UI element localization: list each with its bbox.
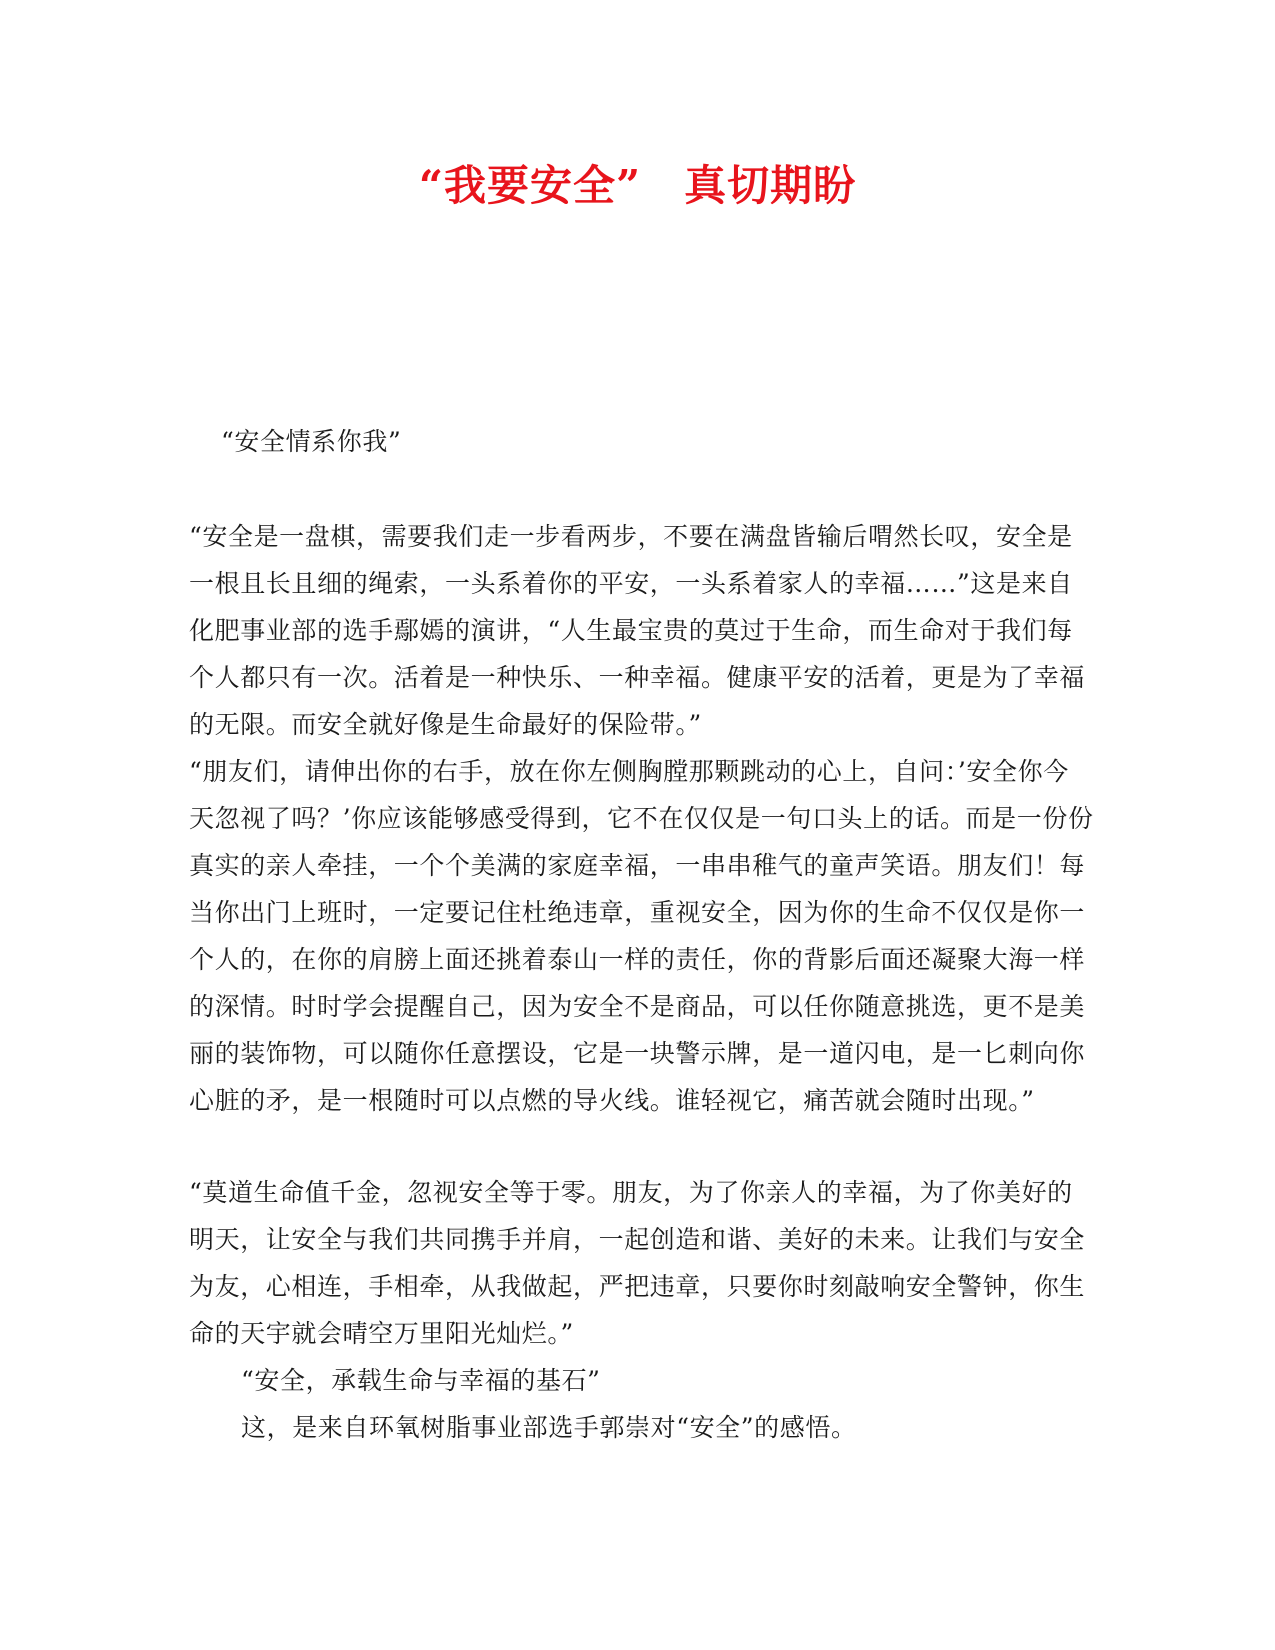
text-line: “莫道生命值千金，忽视安全等于零。朋友，为了你亲人的幸福，为了你美好的 — [189, 1178, 1073, 1207]
text-line: 个人的，在你的肩膀上面还挑着泰山一样的责任，你的背影后面还凝聚大海一样 — [189, 945, 1086, 974]
text-line: 个人都只有一次。活着是一种快乐、一种幸福。健康平安的活着，更是为了幸福 — [189, 663, 1086, 692]
text-line: 真实的亲人牵挂，一个个美满的家庭幸福，一串串稚气的童声笑语。朋友们！每 — [189, 851, 1086, 880]
text-line: “安全是一盘棋，需要我们走一步看两步，不要在满盘皆输后喟然长叹，安全是 — [189, 522, 1073, 551]
text-line: 天忽视了吗？’你应该能够感受得到，它不在仅仅是一句口头上的话。而是一份份 — [189, 804, 1094, 833]
text-line: 明天，让安全与我们共同携手并肩，一起创造和谐、美好的未来。让我们与安全 — [189, 1225, 1086, 1254]
text-line: “安全，承载生命与幸福的基石” — [241, 1366, 601, 1395]
text-line: “朋友们，请伸出你的右手，放在你左侧胸膛那颗跳动的心上，自问：’安全你今 — [189, 757, 1069, 786]
text-line: 的深情。时时学会提醒自己，因为安全不是商品，可以任你随意挑选，更不是美 — [189, 992, 1086, 1021]
text-line: 命的天宇就会晴空万里阳光灿烂。” — [189, 1319, 574, 1348]
text-line: 心脏的矛，是一根随时可以点燃的导火线。谁轻视它，痛苦就会随时出现。” — [189, 1086, 1035, 1115]
text-line: “安全情系你我” — [221, 427, 402, 456]
text-line: 的无限。而安全就好像是生命最好的保险带。” — [189, 710, 702, 739]
text-line: 为友，心相连，手相牵，从我做起，严把违章，只要你时刻敲响安全警钟，你生 — [189, 1272, 1086, 1301]
text-line: 这，是来自环氧树脂事业部选手郭崇对“安全”的感悟。 — [241, 1413, 857, 1442]
text-line: 一根且长且细的绳索，一头系着你的平安，一头系着家人的幸福……”这是来自 — [189, 569, 1073, 598]
text-line: 丽的装饰物，可以随你任意摆设，它是一块警示牌，是一道闪电，是一匕刺向你 — [189, 1039, 1086, 1068]
text-line: 当你出门上班时，一定要记住杜绝违章，重视安全，因为你的生命不仅仅是你一 — [189, 898, 1086, 927]
document-title: “我要安全” 真切期盼 — [418, 161, 857, 210]
text-line: 化肥事业部的选手鄢嫣的演讲，“人生最宝贵的莫过于生命，而生命对于我们每 — [189, 616, 1073, 645]
